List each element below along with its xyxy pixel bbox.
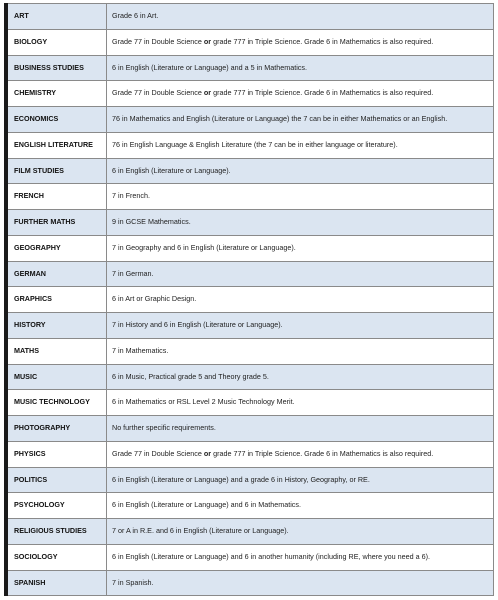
requirement-text: grade 777 in Triple Science. Grade 6 in Mathematics is also required.: [211, 88, 434, 98]
table-row: [6, 81, 494, 107]
table-row: [6, 544, 494, 570]
table-row: [6, 210, 494, 236]
requirement-cell: 6 in English (Literature or Language) and 6 in another humanity (including RE, where you need a 6).: [107, 544, 494, 570]
table-row: [6, 519, 494, 545]
subject-cell: POLITICS: [6, 467, 107, 493]
subject-cell: ART: [6, 4, 107, 30]
entry-requirements-table: [4, 3, 494, 596]
requirement-cell: 7 in Geography and 6 in English (Literature or Language).: [107, 235, 494, 261]
subject-cell: SPANISH: [6, 570, 107, 596]
requirement-cell: [107, 441, 494, 467]
table-row: [6, 132, 494, 158]
subject-cell: PHYSICS: [6, 441, 107, 467]
table-row: [6, 570, 494, 596]
table-row: [6, 158, 494, 184]
requirement-cell: Grade 6 in Art.: [107, 4, 494, 30]
subject-cell: MUSIC: [6, 364, 107, 390]
requirement-text: Grade 77 in Double Science: [112, 36, 204, 46]
subject-cell: FRENCH: [6, 184, 107, 210]
subject-cell: SOCIOLOGY: [6, 544, 107, 570]
table-row: [6, 338, 494, 364]
requirement-cell: 6 in English (Literature or Language) and a grade 6 in History, Geography, or RE.: [107, 467, 494, 493]
table-row: [6, 29, 494, 55]
subject-cell: GEOGRAPHY: [6, 235, 107, 261]
subject-cell: BUSINESS STUDIES: [6, 55, 107, 81]
table-row: [6, 467, 494, 493]
requirement-cell: 7 in Mathematics.: [107, 338, 494, 364]
table-row: [6, 235, 494, 261]
subject-cell: PSYCHOLOGY: [6, 493, 107, 519]
requirement-cell: 9 in GCSE Mathematics.: [107, 210, 494, 236]
requirement-cell: 7 in French.: [107, 184, 494, 210]
requirement-text: Grade 77 in Double Science: [112, 448, 204, 458]
subject-cell: PHOTOGRAPHY: [6, 416, 107, 442]
requirement-cell: 7 or A in R.E. and 6 in English (Literature or Language).: [107, 519, 494, 545]
requirement-text: grade 777 in Triple Science. Grade 6 in Mathematics is also required.: [211, 448, 434, 458]
requirement-cell: 6 in English (Literature or Language).: [107, 158, 494, 184]
subject-cell: MATHS: [6, 338, 107, 364]
table-row: [6, 390, 494, 416]
subject-cell: GERMAN: [6, 261, 107, 287]
subject-cell: RELIGIOUS STUDIES: [6, 519, 107, 545]
requirement-emphasis: or: [203, 448, 212, 458]
table-row: [6, 287, 494, 313]
requirement-cell: No further specific requirements.: [107, 416, 494, 442]
subject-cell: CHEMISTRY: [6, 81, 107, 107]
table-row: [6, 416, 494, 442]
requirement-cell: [107, 81, 494, 107]
table-row: [6, 184, 494, 210]
subject-cell: FURTHER MATHS: [6, 210, 107, 236]
requirement-cell: 7 in History and 6 in English (Literature or Language).: [107, 313, 494, 339]
requirement-cell: 6 in English (Literature or Language) and 6 in Mathematics.: [107, 493, 494, 519]
table-row: [6, 55, 494, 81]
requirement-cell: [107, 29, 494, 55]
subject-cell: FILM STUDIES: [6, 158, 107, 184]
subject-cell: HISTORY: [6, 313, 107, 339]
requirement-cell: 7 in German.: [107, 261, 494, 287]
requirement-cell: 6 in Art or Graphic Design.: [107, 287, 494, 313]
table-row: [6, 261, 494, 287]
subject-cell: MUSIC TECHNOLOGY: [6, 390, 107, 416]
requirement-text: grade 777 in Triple Science. Grade 6 in Mathematics is also required.: [211, 36, 434, 46]
requirement-cell: 6 in English (Literature or Language) and a 5 in Mathematics.: [107, 55, 494, 81]
requirement-cell: 6 in Music, Practical grade 5 and Theory grade 5.: [107, 364, 494, 390]
table-body: [6, 4, 494, 596]
table-row: [6, 364, 494, 390]
table-row: [6, 4, 494, 30]
requirement-cell: 6 in Mathematics or RSL Level 2 Music Technology Merit.: [107, 390, 494, 416]
requirement-emphasis: or: [203, 36, 212, 46]
table-row: [6, 107, 494, 133]
subject-cell: ENGLISH LITERATURE: [6, 132, 107, 158]
subject-cell: BIOLOGY: [6, 29, 107, 55]
subject-cell: GRAPHICS: [6, 287, 107, 313]
requirement-cell: 7 in Spanish.: [107, 570, 494, 596]
subject-cell: ECONOMICS: [6, 107, 107, 133]
requirement-emphasis: or: [203, 88, 212, 98]
requirement-text: Grade 77 in Double Science: [112, 88, 204, 98]
requirement-cell: 76 in English Language & English Literature (the 7 can be in either language or literature).: [107, 132, 494, 158]
table-row: [6, 493, 494, 519]
table-row: [6, 313, 494, 339]
table-row: [6, 441, 494, 467]
requirement-cell: 76 in Mathematics and English (Literature or Language) the 7 can be in either Mathematics or an English.: [107, 107, 494, 133]
